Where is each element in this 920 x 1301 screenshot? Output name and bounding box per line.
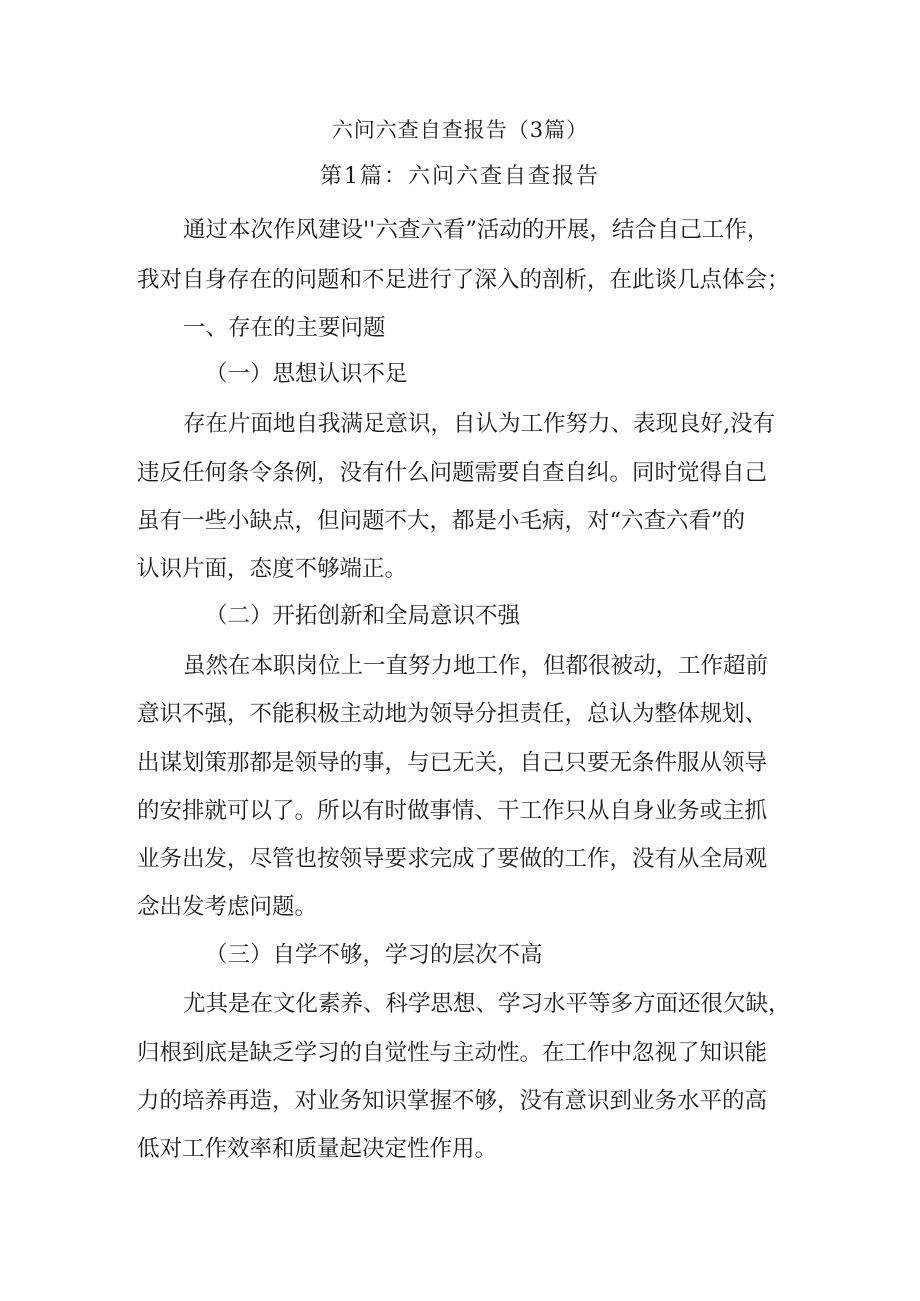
paragraph-line: 通过本次作风建设''六查六看”活动的开展，结合自己工作，	[183, 217, 770, 243]
paragraph-line: 归根到底是缺乏学习的自觉性与主动性。在工作中忽视了知识能	[137, 1040, 768, 1066]
paragraph-line: 虽然在本职岗位上一直努力地工作，但都很被动，工作超前	[183, 653, 769, 679]
paragraph-line: 意识不强，不能积极主动地为领导分担责任，总认为整体规划、	[137, 701, 768, 727]
paragraph-line: 低对工作效率和质量起决定性作用。	[137, 1136, 498, 1162]
paragraph-line: 认识片面，态度不够端正。	[137, 556, 408, 582]
paragraph-line: 存在片面地自我满足意识，自认为工作努力、表现良好,没有	[183, 411, 776, 437]
paragraph-line: 力的培养再造，对业务知识掌握不够，没有意识到业务水平的高	[137, 1088, 768, 1114]
paragraph-line: 的安排就可以了。所以有时做事情、干工作只从自身业务或主抓	[137, 798, 768, 824]
section-heading: 一、存在的主要问题	[183, 315, 386, 341]
subsection-heading: （二）开拓创新和全局意识不强	[205, 603, 521, 629]
paragraph-line: 业务出发，尽管也按领导要求完成了要做的工作，没有从全局观	[137, 846, 768, 872]
document-title: 六问六查自查报告（3篇）	[331, 118, 589, 142]
paragraph-line: 违反任何条令条例，没有什么问题需要自查自纠。同时觉得自己	[137, 460, 768, 486]
paragraph-line: 我对自身存在的问题和不足进行了深入的剖析，在此谈几点体会；	[137, 267, 790, 293]
subsection-heading: （一）思想认识不足	[205, 361, 408, 387]
paragraph-line: 出谋划策那都是领导的事，与已无关，自己只要无条件服从领导	[137, 750, 768, 776]
subsection-heading: （三）自学不够，学习的层次不高	[205, 942, 543, 968]
paragraph-line: 虽有一些小缺点，但问题不大，都是小毛病，对“六查六看”的	[137, 508, 746, 534]
paragraph-line: 念出发考虑问题。	[137, 894, 318, 920]
paragraph-line: 尤其是在文化素养、科学思想、学习水平等多方面还很欠缺，	[183, 991, 791, 1017]
document-subtitle: 第1篇：六问六查自查报告	[320, 164, 600, 189]
